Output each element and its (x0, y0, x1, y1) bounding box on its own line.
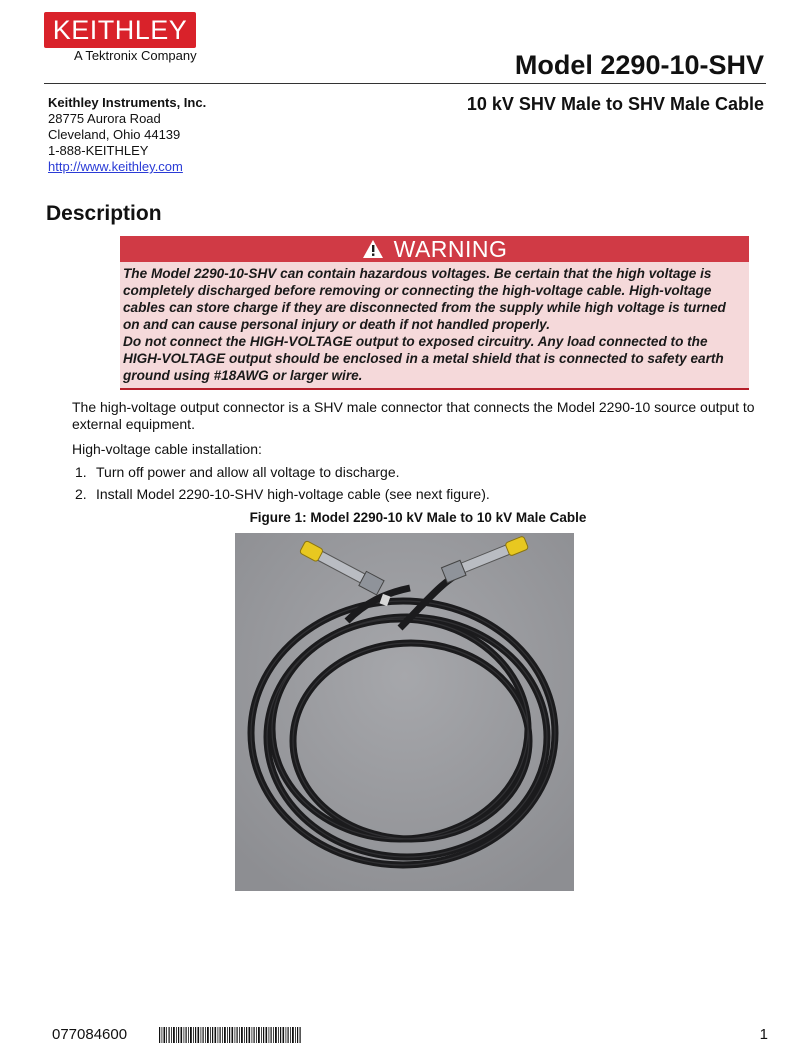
page-number: 1 (759, 1026, 768, 1043)
warning-text-2: Do not connect the HIGH-VOLTAGE output to exposed circuitry. Any load connected to the HIGH-VOLTAGE output should be enclosed in a metal shield that is connected to safety earth ground using #18AWG or larger wire. (123, 334, 724, 383)
company-address-block (48, 95, 206, 175)
list-item (75, 464, 775, 481)
keithley-logo (44, 12, 196, 62)
company-website-link[interactable]: http://www.keithley.com (48, 159, 183, 174)
list-item (75, 486, 775, 503)
coiled-cable-illustration (235, 533, 574, 891)
logo-tagline: A Tektronix Company (74, 48, 197, 63)
step-text: Turn off power and allow all voltage to discharge. (96, 464, 400, 480)
warning-box (120, 236, 749, 390)
logo-brand: KEITHLEY (44, 12, 196, 48)
installation-steps (75, 464, 775, 508)
installation-intro: High-voltage cable installation: (72, 441, 262, 457)
company-city: Cleveland, Ohio 44139 (48, 127, 181, 142)
company-phone: 1-888-KEITHLEY (48, 143, 149, 158)
step-number: 1. (75, 464, 87, 480)
warning-triangle-icon (362, 239, 384, 259)
section-heading: Description (46, 202, 162, 225)
company-street: 28775 Aurora Road (48, 111, 161, 126)
connector-description: The high-voltage output connector is a SHV male connector that connects the Model 2290-10 source output to external equipment. (72, 399, 755, 432)
barcode (159, 1027, 301, 1043)
barcode-graphic (159, 1027, 301, 1043)
document-number: 077084600 (52, 1026, 128, 1043)
warning-text-1: The Model 2290-10-SHV can contain hazardous voltages. Be certain that the high voltage is completely discharged before removing or connecting the high-voltage cable. High-voltage cables can store charge if they are disconnected from the supply while high voltage is turned on and can cause personal injury or death if not handled properly. (123, 266, 726, 332)
warning-text (120, 262, 749, 384)
warning-label: WARNING (393, 235, 508, 262)
cable-photo (235, 533, 574, 891)
company-name: Keithley Instruments, Inc. (48, 95, 207, 110)
header-divider (44, 83, 766, 84)
document-subtitle: 10 kV SHV Male to SHV Male Cable (466, 94, 764, 114)
figure-caption: Figure 1: Model 2290-10 kV Male to 10 kV Male Cable (249, 510, 587, 525)
step-number: 2. (75, 486, 87, 502)
warning-header (120, 236, 749, 262)
model-title: Model 2290-10-SHV (514, 50, 764, 80)
step-text: Install Model 2290-10-SHV high-voltage cable (see next figure). (96, 486, 490, 502)
